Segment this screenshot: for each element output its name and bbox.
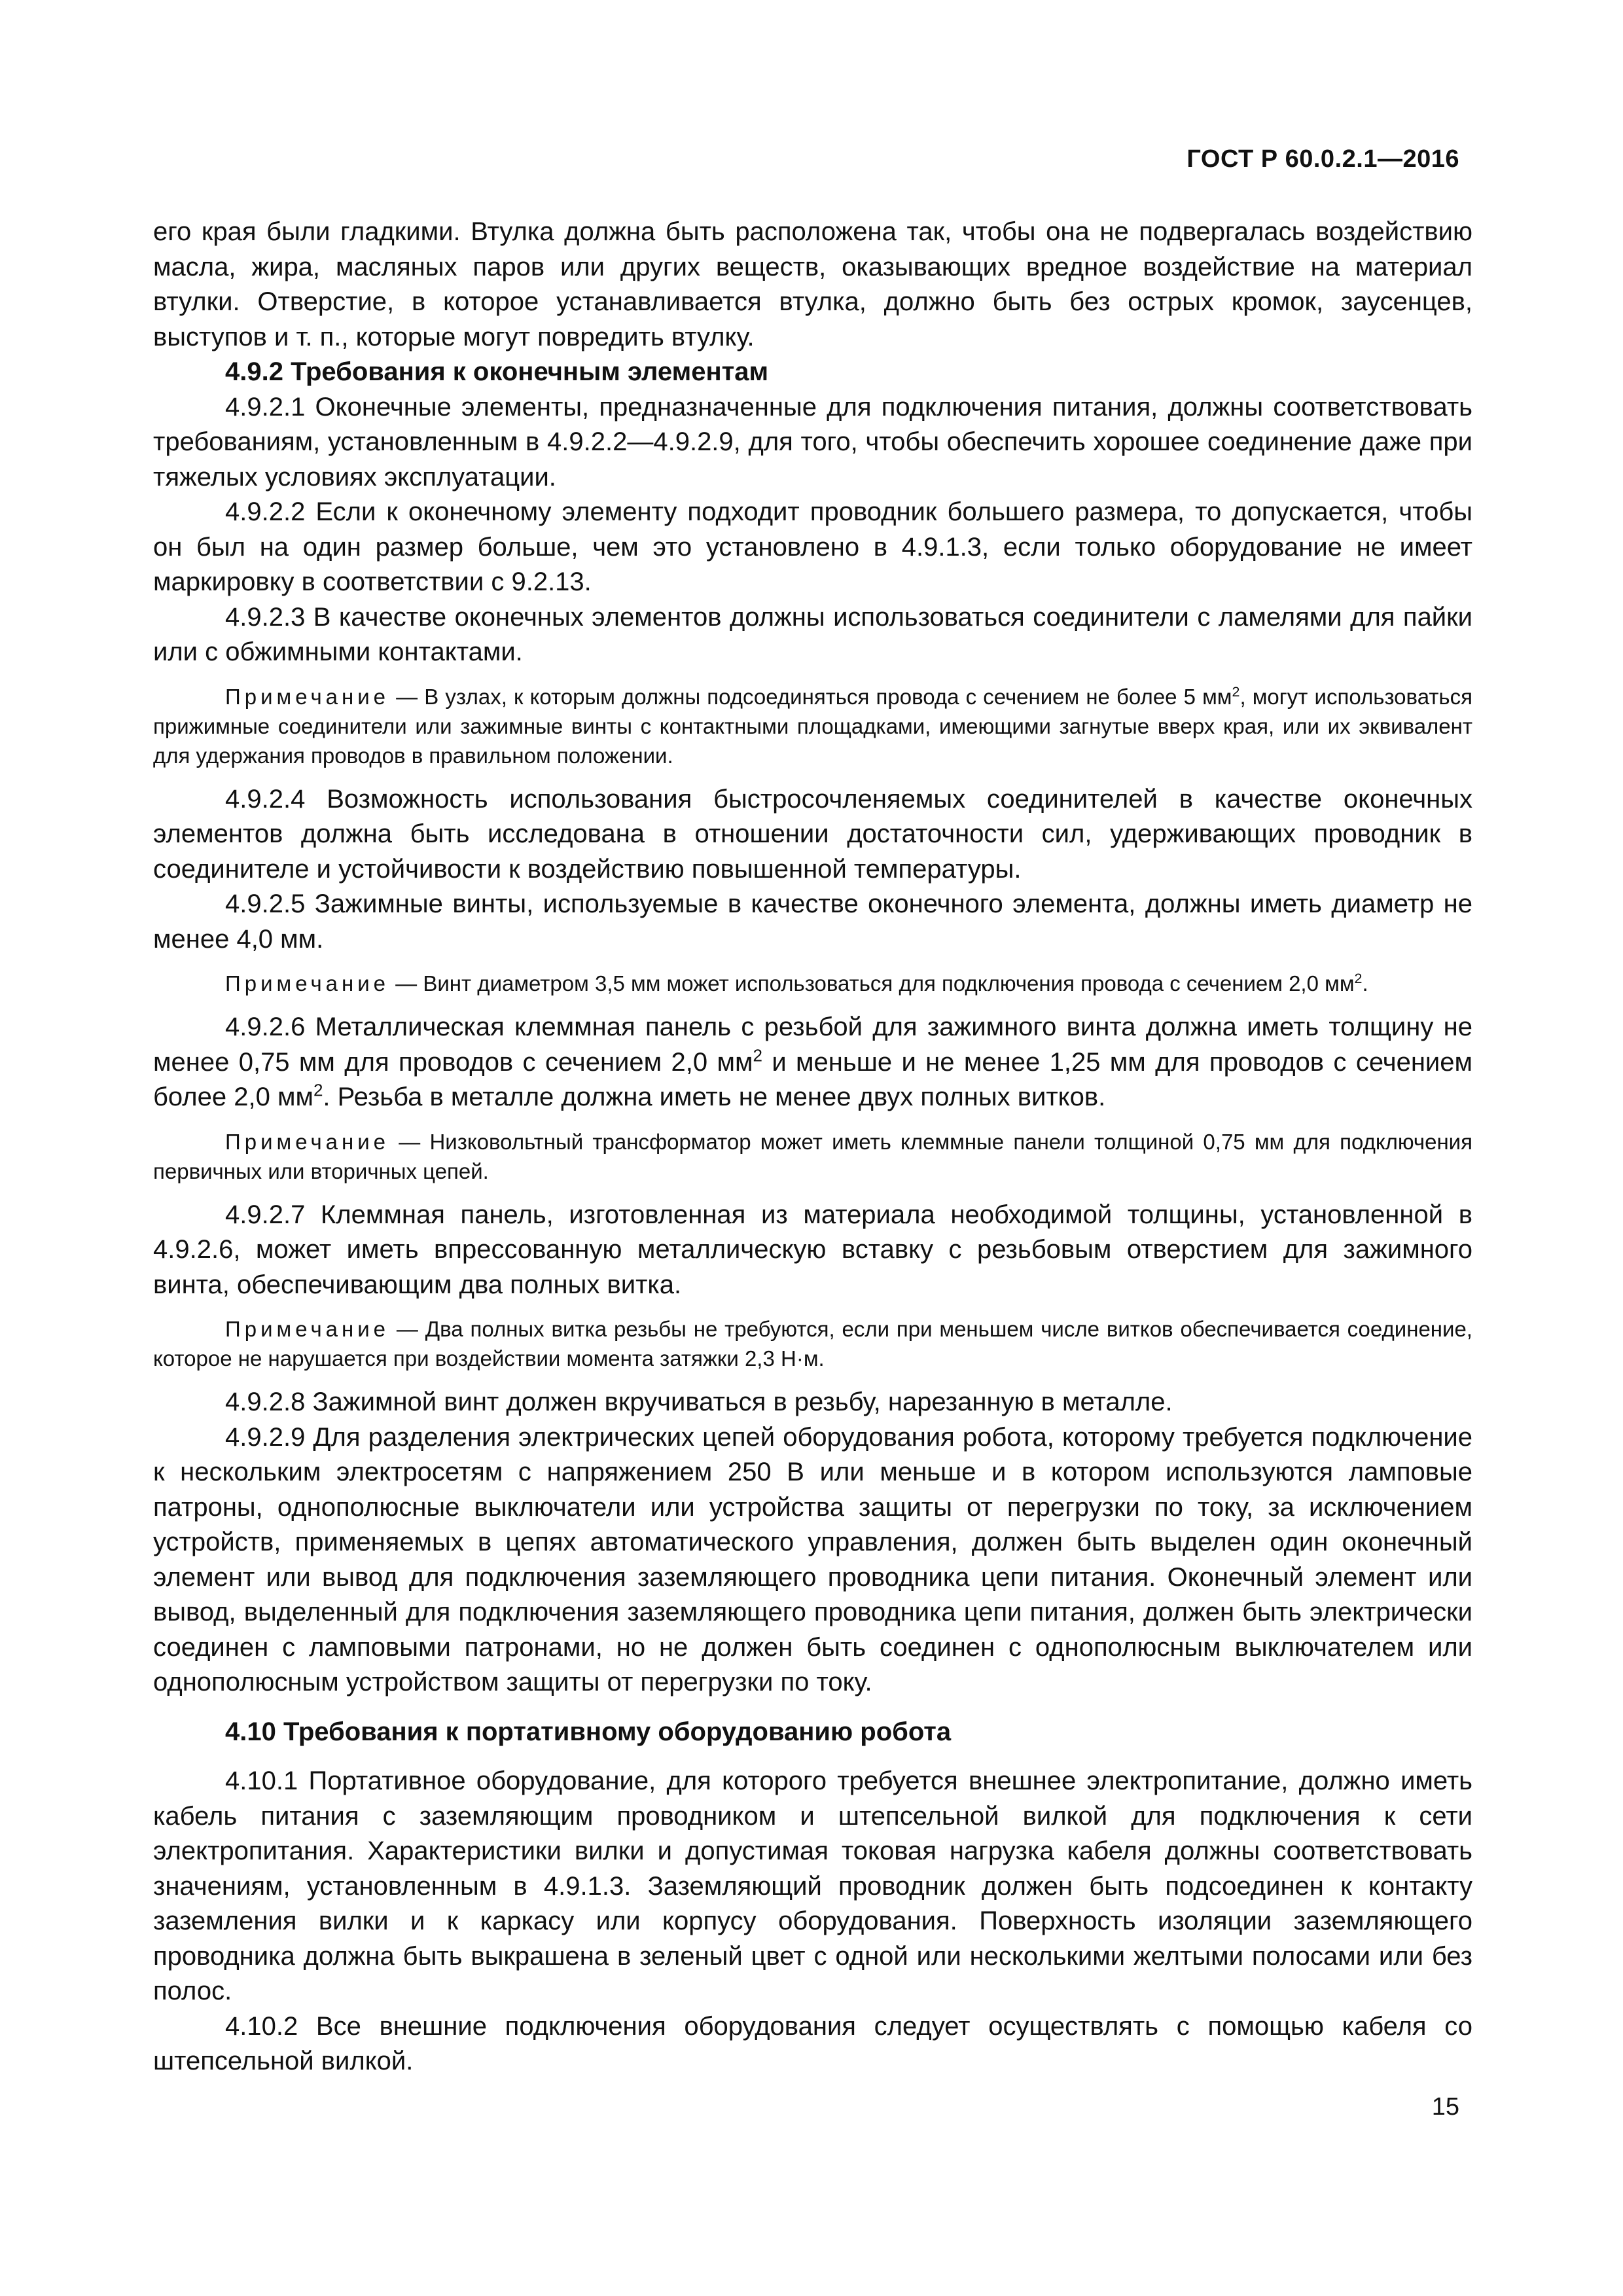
note-2-text-b: . (1362, 971, 1368, 996)
superscript-2: 2 (313, 1080, 323, 1100)
note-dash: — (389, 684, 425, 709)
superscript-2: 2 (1354, 971, 1363, 986)
paragraph-4-9-2-8: 4.9.2.8 Зажимной винт должен вкручиваться в резьбу, нарезанную в металле. (225, 1388, 1173, 1416)
note-3 (153, 1127, 1472, 1186)
section-heading-4-9-2: 4.9.2 Требования к оконечным элементам (225, 357, 769, 386)
note-label: Примечание (225, 1129, 390, 1154)
paragraph-4-9-2-9: 4.9.2.9 Для разделения электрических цепей оборудования робота, которому требуется подключение к нескольким электросетям с напряжением 250 В или меньше и в котором используются ламповые патроны, однополюсные выключатели или устройства защиты от перегрузки по току, за исключением устройств, применяемых в цепях автоматического управления, должен быть выделен один оконечный элемент или вывод для подключения заземляющего проводника цепи питания. Оконечный элемент или вывод, выделенный для подключения заземляющего проводника цепи питания, должен быть электрически соединен с ламповыми патронами, но не должен быть соединен с однополюсным выключателем или однополюсным устройством защиты от перегрузки по току. (153, 1422, 1472, 1696)
note-1 (153, 682, 1472, 770)
note-label: Примечание (225, 1317, 390, 1341)
paragraph-4-10-1: 4.10.1 Портативное оборудование, для которого требуется внешнее электропитание, должно иметь кабель питания с заземляющим проводником и штепсельной вилкой для подключения к сети электропитания. Характеристики вилки и допустимая токовая нагрузка кабеля должны соответствовать значениям, установленным в 4.9.1.3. Заземляющий проводник должен быть подсоединен к контакту заземления вилки и к каркасу или корпусу оборудования. Поверхность изоляции заземляющего проводника должна быть выкрашена в зеленый цвет с одной или несколькими желтыми полосами или без полос. (153, 1767, 1472, 2005)
paragraph-4-9-2-1: 4.9.2.1 Оконечные элементы, предназначенные для подключения питания, должны соответствовать требованиям, установленным в 4.9.2.2—4.9.2.9, для того, чтобы обеспечить хорошее соединение даже при тяжелых условиях эксплуатации. (153, 392, 1472, 492)
page-body (153, 215, 1472, 2079)
page-number: 15 (1431, 2093, 1459, 2121)
paragraph-continuation: его края были гладкими. Втулка должна быть расположена так, чтобы она не подвергалась воздействию масла, жира, масляных паров или других веществ, оказывающих вредное воздействие на материал втулки. Отверстие, в которое устанавливается втулка, должно быть без острых кромок, заусенцев, выступов и т. п., которые могут повредить втулку. (153, 217, 1472, 351)
note-label: Примечание (225, 971, 390, 996)
paragraph-4-9-2-4: 4.9.2.4 Возможность использования быстросочленяемых соединителей в качестве оконечных элементов должна быть исследована в отношении достаточности сил, удерживающих проводник в соединителе и устойчивости к воздействию повышенной температуры. (153, 784, 1472, 884)
note-dash: — (389, 1317, 425, 1341)
paragraph-4-9-2-2: 4.9.2.2 Если к оконечному элементу подходит проводник большего размера, то допускается, чтобы он был на один размер больше, чем это установлено в 4.9.1.3, если только оборудование не имеет маркировку в соответствии с 9.2.13. (153, 497, 1472, 596)
note-1-text-b: , могут использоваться прижимные соединители или зажимные винты с контактными площадками, имеющими загнутые вверх края, или их эквивалент для удержания проводов в правильном положении. (153, 684, 1472, 768)
paragraph-4-9-2-7: 4.9.2.7 Клеммная панель, изготовленная из материала необходимой толщины, установленной в 4.9.2.6, может иметь впрессованную металлическую вставку с резьбовым отверстием для зажимного винта, обеспечивающим два полных витка. (153, 1200, 1472, 1299)
paragraph-4-9-2-6 (153, 1010, 1472, 1115)
document-code: ГОСТ Р 60.0.2.1—2016 (1186, 145, 1459, 173)
note-2 (153, 969, 1472, 998)
note-dash: — (389, 1129, 430, 1154)
note-label: Примечание (225, 684, 390, 709)
section-heading-4-10: 4.10 Требования к портативному оборудованию робота (225, 1717, 952, 1746)
note-4 (153, 1314, 1472, 1373)
paragraph-4-9-2-3: 4.9.2.3 В качестве оконечных элементов должны использоваться соединители с ламелями для пайки или с обжимными контактами. (153, 602, 1472, 666)
paragraph-4-9-2-5: 4.9.2.5 Зажимные винты, используемые в качестве оконечного элемента, должны иметь диаметр не менее 4,0 мм. (153, 889, 1472, 954)
superscript-2: 2 (1232, 683, 1240, 700)
note-4-text: Два полных витка резьбы не требуются, если при меньшем числе витков обеспечивается соединение, которое не нарушается при воздействии момента затяжки 2,3 Н·м. (153, 1317, 1472, 1371)
paragraph-4-9-2-6-part-b: и меньше и не менее 1,25 мм для проводов с сечением более 2,0 мм (153, 1047, 1472, 1111)
note-3-text: Низковольтный трансформатор может иметь клеммные панели толщиной 0,75 мм для подключения первичных или вторичных цепей. (153, 1129, 1472, 1183)
note-2-text-a: Винт диаметром 3,5 мм может использоваться для подключения провода с сечением 2,0 мм (423, 971, 1355, 996)
paragraph-4-9-2-6-part-a: 4.9.2.6 Металлическая клеммная панель с резьбой для зажимного винта должна иметь толщину не менее 0,75 мм для проводов с сечением 2,0 мм (153, 1013, 1472, 1077)
note-dash: — (389, 971, 423, 996)
paragraph-4-9-2-6-part-c: . Резьба в металле должна иметь не менее двух полных витков. (323, 1083, 1106, 1111)
note-1-text-a: В узлах, к которым должны подсоединяться провода с сечением не более 5 мм (424, 684, 1232, 709)
paragraph-4-10-2: 4.10.2 Все внешние подключения оборудования следует осуществлять с помощью кабеля со штепсельной вилкой. (153, 2011, 1472, 2075)
superscript-2: 2 (753, 1045, 762, 1066)
